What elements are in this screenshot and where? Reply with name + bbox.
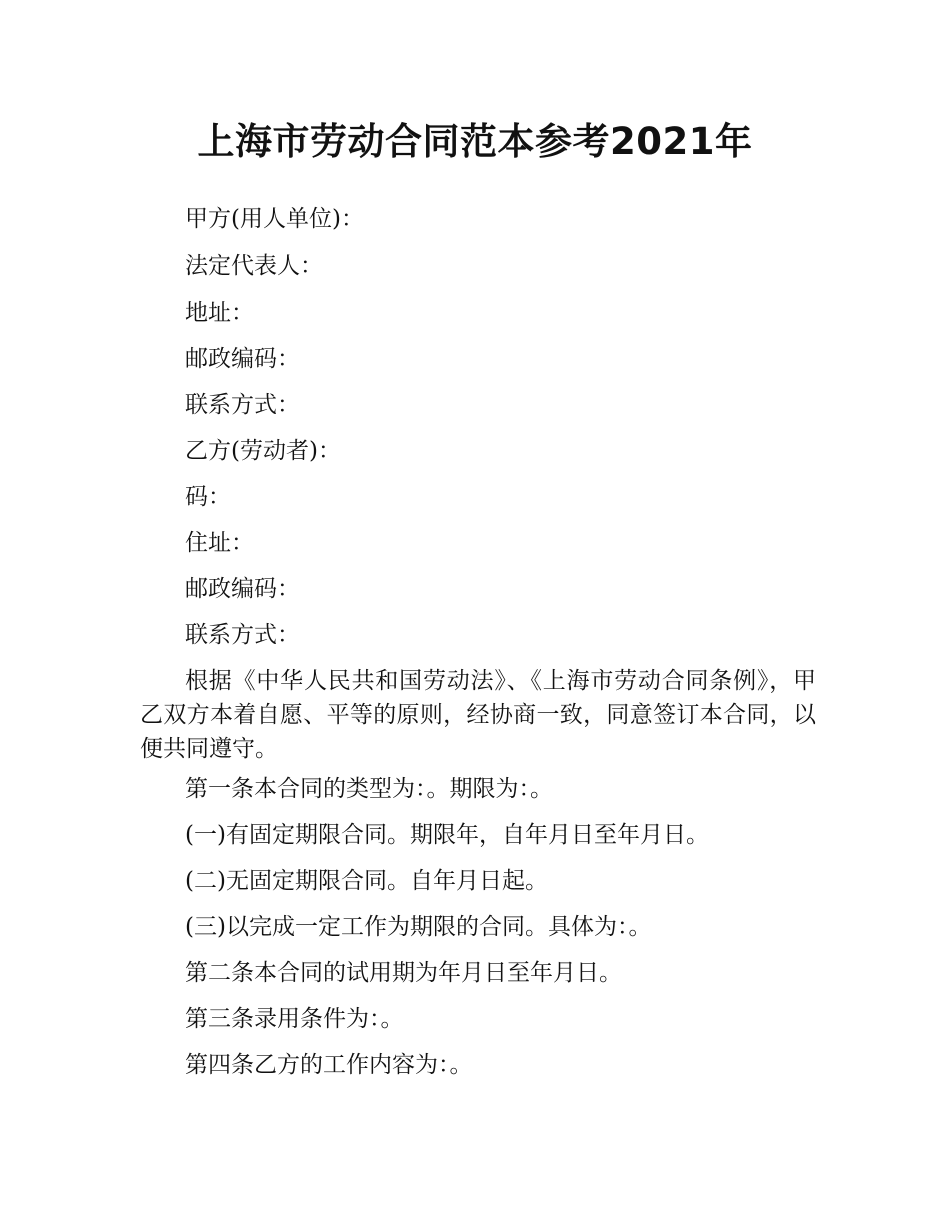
article-1: 第一条本合同的类型为：。期限为：。 <box>185 776 553 802</box>
party-b-code: 码： <box>185 484 231 510</box>
contract-type-3: (三)以完成一定工作为期限的合同。具体为：。 <box>185 914 652 940</box>
party-a-contact: 联系方式： <box>185 392 300 418</box>
party-a-address: 地址： <box>185 300 254 326</box>
article-2: 第二条本合同的试用期为年月日至年月日。 <box>185 960 622 986</box>
contract-type-2: (二)无固定期限合同。自年月日起。 <box>185 868 548 894</box>
article-4: 第四条乙方的工作内容为：。 <box>185 1052 473 1078</box>
article-3: 第三条录用条件为：。 <box>185 1006 404 1032</box>
party-b-postal-code: 邮政编码： <box>185 576 300 602</box>
party-b-residence: 住址： <box>185 530 254 556</box>
party-b-contact: 联系方式： <box>185 622 300 648</box>
document-title: 上海市劳动合同范本参考2021年 <box>197 120 753 163</box>
contract-type-1: (一)有固定期限合同。期限年，自年月日至年月日。 <box>185 822 709 848</box>
party-a-postal-code: 邮政编码： <box>185 346 300 372</box>
intro-paragraph: 根据《中华人民共和国劳动法》、《上海市劳动合同条例》，甲乙双方本着自愿、平等的原则，经协商一致，同意签订本合同，以便共同遵守。 <box>140 668 816 762</box>
party-a-label: 甲方(用人单位)： <box>185 206 364 232</box>
party-b-label: 乙方(劳动者)： <box>185 438 341 464</box>
party-a-legal-rep: 法定代表人： <box>185 253 323 279</box>
